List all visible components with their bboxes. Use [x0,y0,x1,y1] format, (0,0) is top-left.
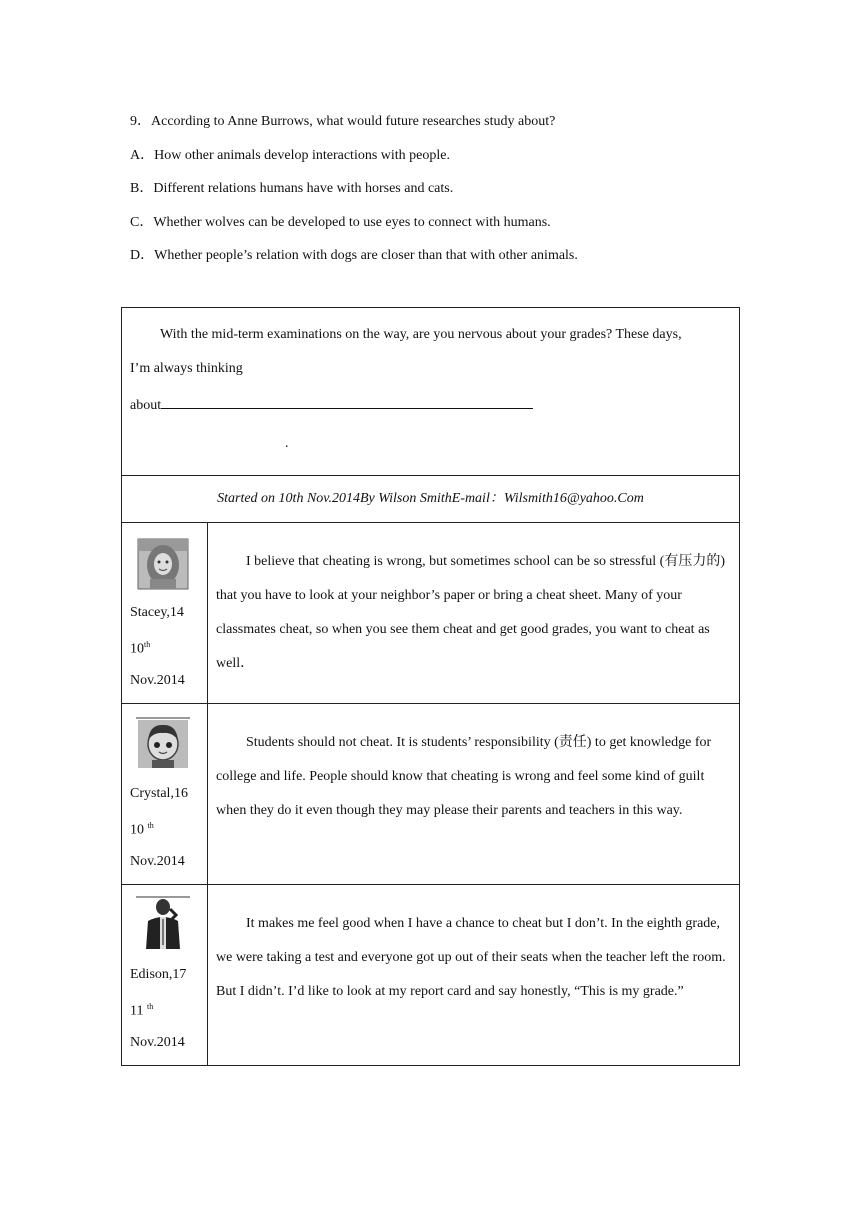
forum-table [121,307,740,1066]
option-d [130,246,578,266]
post-message [208,885,740,1066]
boy-avatar-icon [136,716,190,770]
poster-date: 10 $^{th}$ [130,821,154,838]
option-label: D． [130,248,155,263]
option-label: B． [130,181,154,196]
poster-name: Stacey,14 [130,605,184,620]
option-text: Whether people’s relation with dogs are closer than that with other animals. [154,248,578,263]
intro-end-mark: . [285,436,289,451]
option-a [130,146,450,166]
post-message [208,704,740,885]
poster-cell [122,704,208,885]
intro-line-1: With the mid-term examinations on the way, are you nervous about your grades? These days, [160,327,682,342]
forum-intro [122,308,740,476]
poster-month: Nov.2014 [130,1035,185,1050]
man-avatar-icon [136,895,190,949]
option-text: Different relations humans have with horses and cats. [153,181,454,196]
answer-blank [161,394,533,409]
option-label: C． [130,215,154,230]
poster-cell [122,885,208,1066]
option-b [130,179,453,199]
option-text: Whether wolves can be developed to use eyes to connect with humans. [153,215,551,230]
intro-line-3: about [130,398,162,413]
thread-started-info: Started on 10th Nov.2014By Wilson SmithE-mail：Wilsmith16@yahoo.Com [122,476,740,523]
poster-name: Edison,17 [130,967,187,982]
question-stem [130,112,555,132]
option-text: How other animals develop interactions with people. [154,148,450,163]
poster-date: 10th [130,640,151,657]
post-text: I believe that cheating is wrong, but sometimes school can be so stressful (有压力的) that you have to look at your neighbor’s paper or bring a cheat sheet. Many of your classmates cheat, so when you see them cheat and get good grades, you want to cheat as well． [216,554,726,671]
option-label: A． [130,148,155,163]
poster-month: Nov.2014 [130,854,185,869]
intro-line-2: I’m always thinking [130,361,243,376]
poster-name: Crystal,16 [130,786,188,801]
poster-cell [122,523,208,704]
poster-date: 11 $^{th}$ [130,1002,154,1019]
poster-month: Nov.2014 [130,673,185,688]
option-c [130,213,551,233]
post-message [208,523,740,704]
post-text: It makes me feel good when I have a chance to cheat but I don’t. In the eighth grade, we were taking a test and everyone got up out of their seats when the teacher left the room. But I didn’t. I’d like to look at my report card and say honestly, “This is my grade.” [216,916,726,999]
question-text: According to Anne Burrows, what would future researches study about? [151,114,556,129]
question-number: 9． [130,114,151,129]
post-text: Students should not cheat. It is students’ responsibility (责任) to get knowledge for college and life. People should know that cheating is wrong and feel some kind of guilt when they do it even though they may please their parents and teachers in this way. [216,735,712,818]
girl-avatar-icon [136,537,190,591]
